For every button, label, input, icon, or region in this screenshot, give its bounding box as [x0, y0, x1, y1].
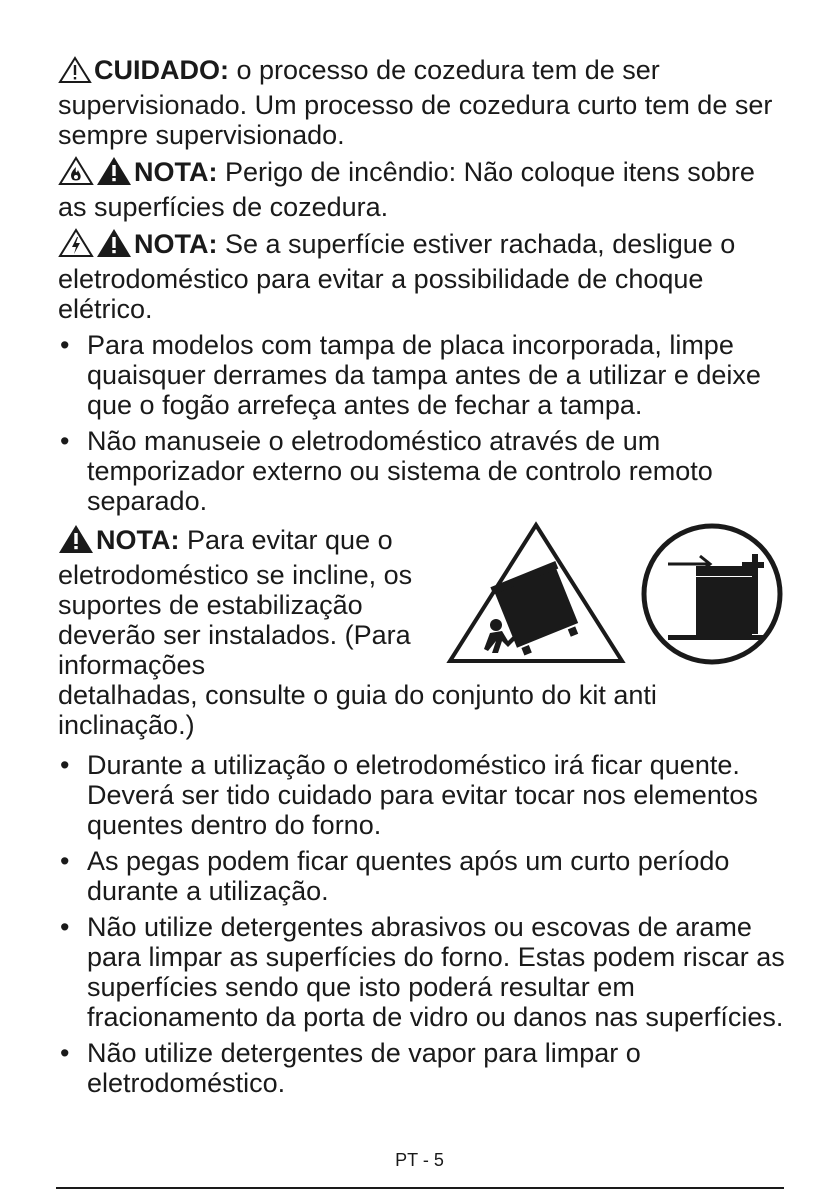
caution-warning-icon — [58, 56, 92, 90]
note-tip-paragraph — [58, 524, 448, 680]
list-item: • Para modelos com tampa de placa incorporada, limpe quaisquer derrames da tampa antes de a utilizar e deixe que o fogão arrefeça antes de fechar a tampa. — [58, 330, 788, 420]
manual-page — [58, 55, 788, 1106]
fire-hazard-icon — [58, 156, 94, 192]
anti-tip-bracket-illustration — [640, 522, 785, 667]
warning-solid-icon — [58, 524, 94, 560]
bullet-list-1 — [58, 330, 788, 516]
list-item: • Durante a utilização o eletrodoméstico irá ficar quente. Deverá ser tido cuidado para evitar tocar nos elementos quentes dentro do forno. — [58, 750, 788, 840]
caution-text: o processo de cozedura tem de ser supervisionado. Um processo de cozedura curto tem de ser sempre supervisionado. — [58, 55, 773, 150]
note-fire-paragraph — [58, 156, 788, 222]
tip-over-warning-illustration — [446, 521, 626, 666]
note-fire-label: NOTA: — [134, 157, 218, 187]
list-item: • Não manuseie o eletrodoméstico através de um temporizador externo ou sistema de controlo remoto separado. — [58, 426, 788, 516]
footer-divider — [56, 1187, 784, 1189]
list-item: • Não utilize detergentes de vapor para limpar o eletrodoméstico. — [58, 1038, 788, 1098]
list-item: • As pegas podem ficar quentes após um curto período durante a utilização. — [58, 846, 788, 906]
list-item: • Não utilize detergentes abrasivos ou escovas de arame para limpar as superfícies do forno. Estas podem riscar as superfícies sendo que isto poderá resultar em fracionamento da porta de vidro ou danos nas superfícies. — [58, 912, 788, 1032]
page-number: PT - 5 — [395, 1150, 444, 1170]
caution-paragraph — [58, 55, 788, 150]
warning-solid-icon — [96, 228, 132, 264]
bullet-list-2 — [58, 750, 788, 1098]
note-fire-text: Perigo de incêndio: Não coloque itens sobre as superfícies de cozedura. — [58, 157, 755, 222]
note-tip-continuation: detalhadas, consulte o guia do conjunto do kit anti inclinação.) — [58, 680, 657, 740]
note-crack-label: NOTA: — [134, 229, 218, 259]
caution-label: CUIDADO: — [94, 55, 229, 85]
warning-solid-icon — [96, 156, 132, 192]
electric-shock-icon — [58, 228, 94, 264]
note-crack-paragraph — [58, 228, 788, 324]
note-tip-text: Para evitar que o eletrodoméstico se incline, os suportes de estabilização deverão ser instalados. (Para informações — [58, 525, 413, 680]
note-crack-text: Se a superfície estiver rachada, desligue o eletrodoméstico para evitar a possibilidade de choque elétrico. — [58, 229, 736, 324]
note-tip-label: NOTA: — [96, 525, 180, 555]
tip-over-note — [58, 524, 788, 740]
